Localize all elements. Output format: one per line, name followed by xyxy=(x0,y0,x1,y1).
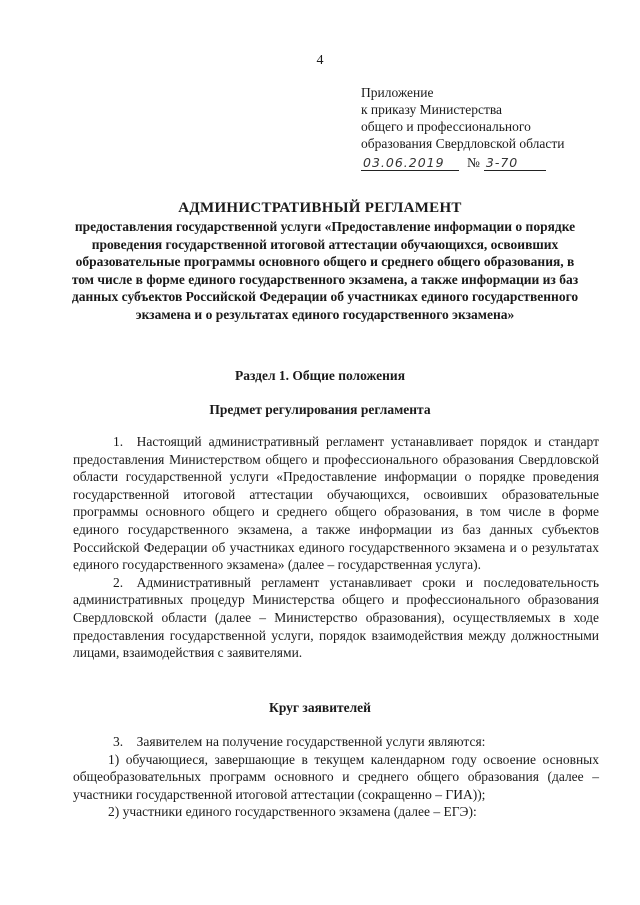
order-date: 03.06.2019 xyxy=(361,155,459,171)
section-subheading: Предмет регулирования регламента xyxy=(209,402,431,417)
appendix-line: к приказу Министерства xyxy=(361,102,503,117)
paragraph-1: 1. Настоящий административный регламент устанавливает порядок и стандарт предоставления Министерством общего и профессионального образования Свердловской области государственной услуги «Предоставление информации о порядке проведения государственной итоговой аттестации обучающихся, освоивших образовательные программы основного общего и среднего общего образования, в том числе в форме единого государственного экзамена, а также информации из баз данных субъектов Российской Федерации об участниках единого государственного экзамена и о результатах единого государственного экзамена» (далее – государственная услуга). xyxy=(73,434,599,573)
section1-body xyxy=(73,433,599,662)
paragraph-2: 2. Административный регламент устанавливает сроки и последовательность административных процедур Министерства общего и профессионального образования Свердловской области (далее – Министерство образования), осуществляемых в ходе предоставления государственной услуги, порядок взаимодействия между должностными лицами, взаимодействия с заявителями. xyxy=(73,574,599,661)
appendix-line: образования Свердловской области xyxy=(361,136,565,151)
appendix-block xyxy=(361,84,564,171)
section-heading: Раздел 1. Общие положения xyxy=(234,368,406,383)
section2-body xyxy=(73,733,599,821)
page-number: 4 xyxy=(316,53,324,68)
document-title: АДМИНИСТРАТИВНЫЙ РЕГЛАМЕНТ xyxy=(178,200,462,216)
paragraph-3: 3. Заявителем на получение государственной услуги являются: xyxy=(113,734,486,749)
paragraph-3-item-2: 2) участники единого государственного экзамена (далее – ЕГЭ): xyxy=(108,804,477,820)
appendix-line: Приложение xyxy=(361,85,434,100)
document-subtitle: предоставления государственной услуги «Предоставление информации о порядке проведения государственной итоговой аттестации обучающихся, освоивших образовательные программы основного общего и среднего общего образования, в том числе в форме единого государственного экзамена, а также информации из баз данных субъектов Российской Федерации об участниках единого государственного экзамена и о результатах единого государственного экзамена» xyxy=(71,219,579,322)
section-heading-applicants: Круг заявителей xyxy=(269,700,371,715)
number-sign: № xyxy=(467,155,480,170)
paragraph-3-item-1: 1) обучающиеся, завершающие в текущем календарном году освоение основных общеобразовательных программ основного и среднего общего образования (далее – участники государственной итоговой аттестации (сокращенно – ГИА)); xyxy=(73,751,599,802)
order-number: 3-70 xyxy=(484,155,546,171)
appendix-line: общего и профессионального xyxy=(361,119,531,134)
order-date-number xyxy=(361,154,564,171)
